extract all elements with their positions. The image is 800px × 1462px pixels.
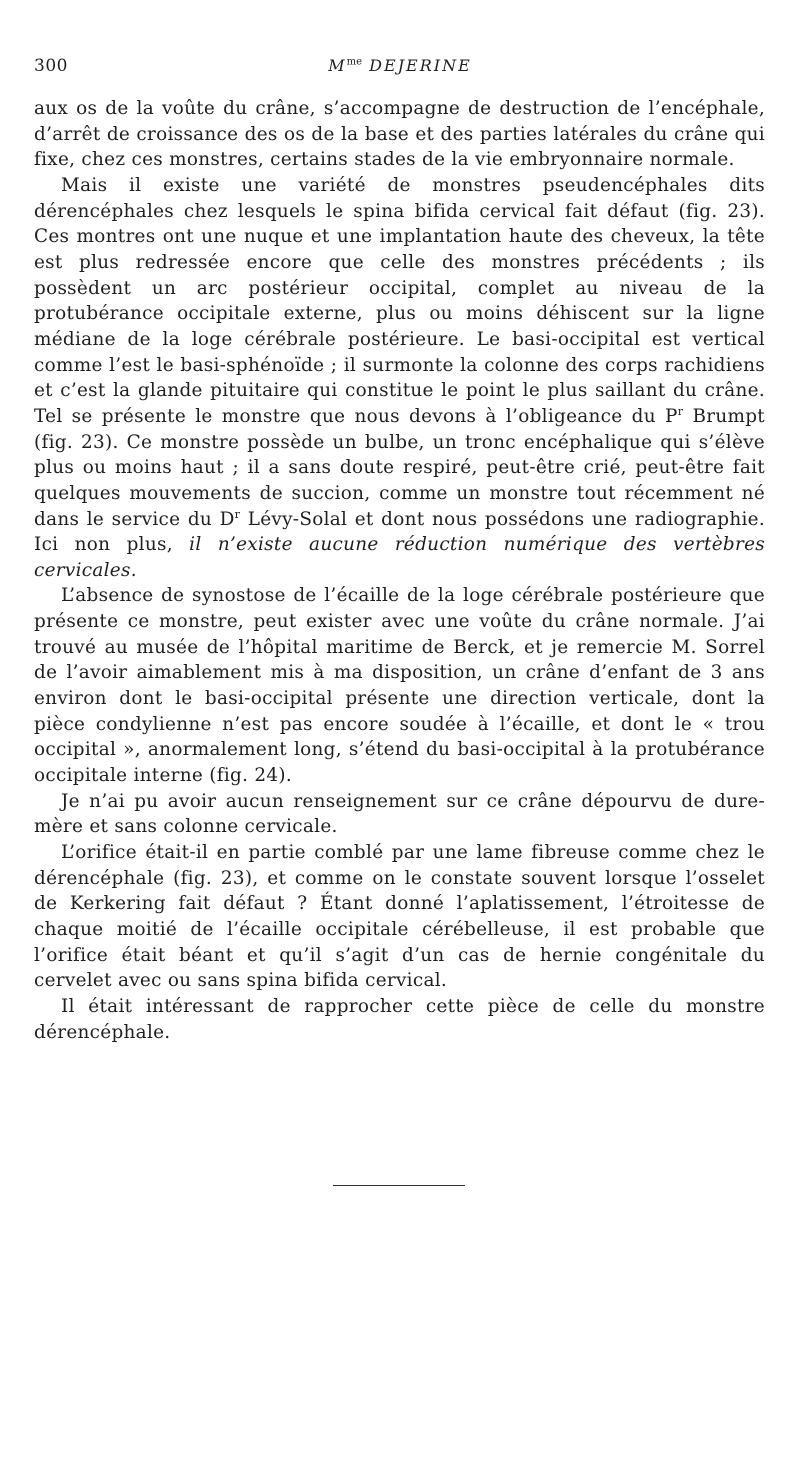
- paragraph-2: [34, 173, 765, 584]
- paragraph-4: Je n’ai pu avoir aucun renseignement sur ce crâne dépourvu de dure-mère et sans colonne cervicale.: [34, 790, 765, 838]
- section-end-rule: [333, 1185, 465, 1186]
- paragraph-6: Il était intéressant de rapprocher cette pièce de celle du monstre dérencéphale.: [34, 995, 765, 1043]
- p2-text-c: Lévy-Solal et dont nous possédons une radiographie. Ici non plus,: [34, 508, 765, 556]
- p2-italic-emphasis: il n’existe aucune réduction numérique des vertèbres cervicales.: [34, 534, 765, 581]
- author-prefix: M: [328, 56, 347, 75]
- p2-sup-doctor: r: [234, 507, 241, 521]
- p2-text-b: Brumpt (fig. 23). Ce monstre possède un bulbe, un tronc encéphalique qui s’élève plus ou moins haut ; il a sans doute respiré, peut-être crié, peut-être fait quelques mouvements de succion, comme un monstre tout récemment né dans le service du D: [34, 405, 765, 530]
- p2-sup-professor: r: [677, 404, 684, 418]
- running-head: [34, 56, 766, 75]
- body-text: [34, 96, 765, 1045]
- author-title-sup: me: [346, 56, 363, 68]
- paragraph-3: L’absence de synostose de l’écaille de la loge cérébrale postérieure que présente ce monstre, peut exister avec une voûte du crâne normale. J’ai trouvé au musée de l’hôpital maritime de Berck, et je remercie M. Sorrel de l’avoir aimablement mis à ma disposition, un crâne d’enfant de 3 ans environ dont le basi-occipital présente une direction verticale, dont la pièce condylienne n’est pas encore soudée à l’écaille, et dont le « trou occipital », anormalement long, s’étend du basi-occipital à la protubérance occipitale interne (fig. 24).: [34, 585, 765, 787]
- author-name: DEJERINE: [362, 56, 472, 75]
- paragraph-5: L’orifice était-il en partie comblé par une lame fibreuse comme chez le dérencéphale (fig. 23), et comme on le constate souvent lorsque l’osselet de Kerkering fait défaut ? Étant donné l’aplatissement, l’étroitesse de chaque moitié de l’écaille occipitale cérébelleuse, il est probable que l’orifice était béant et qu’il s’agit d’un cas de hernie congénitale du cervelet avec ou sans spina bifida cervical.: [34, 842, 765, 992]
- page-header: [34, 56, 766, 84]
- p2-text-a: Mais il existe une variété de monstres pseudencéphales dits dérencéphales chez lesquels le spina bifida cervical fait défaut (fig. 23). Ces montres ont une nuque et une implantation haute des cheveux, la tête est plus redressée encore que celle des monstres précédents ; ils possèdent un arc postérieur occipital, complet au niveau de la protubérance occipitale externe, plus ou moins déhiscent sur la ligne médiane de la loge cérébrale postérieure. Le basi-occipital est vertical comme l’est le basi-sphénoïde ; il surmonte la colonne des corps rachidiens et c’est la glande pituitaire qui constitue le point le plus saillant du crâne. Tel se présente le monstre que nous devons à l’obligeance du P: [34, 174, 765, 427]
- page-number: 300: [34, 56, 68, 76]
- paragraph-1: aux os de la voûte du crâne, s’accompagne de destruction de l’encéphale, d’arrêt de croissance des os de la base et des parties latérales du crâne qui fixe, chez ces monstres, certains stades de la vie embryonnaire normale.: [34, 98, 765, 171]
